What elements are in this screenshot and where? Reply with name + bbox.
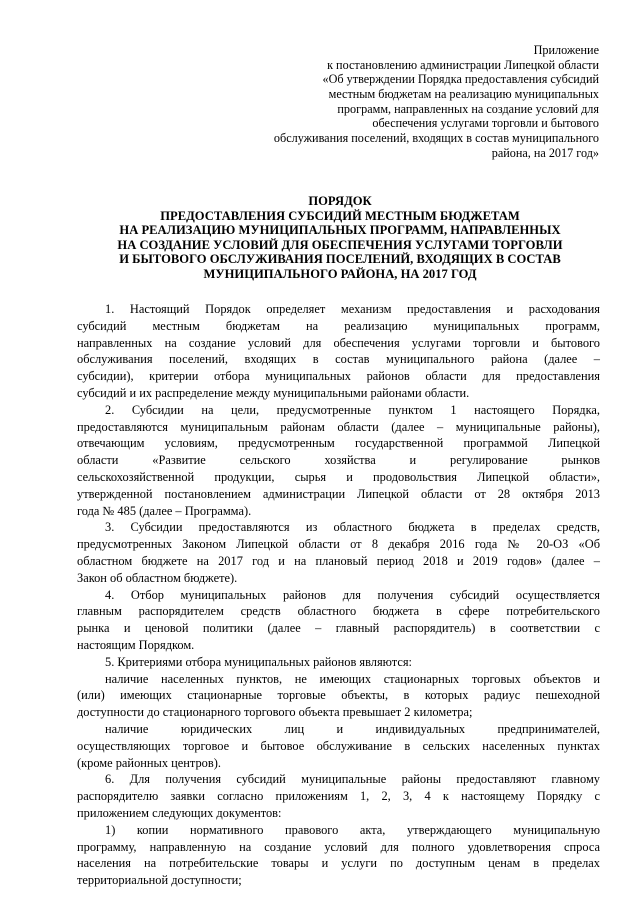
body-line: наличие населенных пунктов, не имеющих стационарных торговых объектов и bbox=[105, 671, 600, 686]
body-line: 4. Отбор муниципальных районов для получения субсидий осуществляется bbox=[105, 587, 600, 602]
body-line: субсидий местным бюджетам на реализацию муниципальных программ, bbox=[77, 318, 600, 333]
title-line: МУНИЦИПАЛЬНОГО РАЙОНА, НА 2017 ГОД bbox=[203, 266, 477, 281]
body-line: программу, направленную на создание условий для полного удовлетворения спроса bbox=[77, 839, 600, 854]
document-body bbox=[77, 301, 600, 889]
body-line: субсидий и их распределение между муниципальными районами области. bbox=[77, 385, 470, 400]
body-line: 6. Для получения субсидий муниципальные районы предоставляют главному bbox=[105, 772, 600, 787]
body-line: (или) имеющих стационарные торговые объекты, в которых радиус пешеходной bbox=[77, 688, 600, 703]
body-line: областном бюджете на 2017 год и на плановый период 2018 и 2019 годов» (далее – bbox=[77, 553, 600, 568]
body-line: доступности до стационарного торгового объекта превышает 2 километра; bbox=[77, 705, 473, 720]
body-line: 3. Субсидии предоставляются из областного бюджета в пределах средств, bbox=[105, 520, 600, 535]
title-line: ПОРЯДОК bbox=[308, 194, 372, 208]
body-line: 1. Настоящий Порядок определяет механизм предоставления и расходования bbox=[105, 302, 600, 316]
appendix-line: обслуживания поселений, входящих в состав муниципального bbox=[273, 130, 599, 145]
appendix-line: Приложение bbox=[533, 43, 599, 57]
appendix-line: района, на 2017 год» bbox=[491, 145, 599, 160]
body-line: предусмотренных Законом Липецкой области от 8 декабря 2016 года № 20-ОЗ «Об bbox=[77, 537, 600, 552]
body-line: наличие юридических лиц и индивидуальных предпринимателей, bbox=[105, 721, 600, 736]
body-line: (кроме районных центров). bbox=[77, 755, 221, 770]
body-line: распорядителю заявки согласно приложениям 1, 2, 3, 4 к настоящему Порядку с bbox=[77, 789, 600, 804]
body-line: 2. Субсидии на цели, предусмотренные пунктом 1 настоящего Порядка, bbox=[105, 402, 600, 417]
appendix-header bbox=[200, 43, 599, 160]
body-line: 5. Критериями отбора муниципальных районов являются: bbox=[105, 654, 412, 669]
body-line: приложением следующих документов: bbox=[77, 805, 282, 820]
body-line: обслуживания поселений, входящих в состав муниципального района (далее – bbox=[77, 352, 600, 367]
body-line: 1) копии нормативного правового акта, утверждающего муниципальную bbox=[105, 822, 600, 837]
document-title bbox=[40, 194, 640, 281]
appendix-line: программ, направленных на создание условий для bbox=[337, 101, 599, 116]
body-line: направленных на создание условий для обеспечения услугами торговли и бытового bbox=[77, 335, 600, 350]
appendix-line: к постановлению администрации Липецкой области bbox=[327, 57, 599, 72]
title-line: И БЫТОВОГО ОБСЛУЖИВАНИЯ ПОСЕЛЕНИЙ, ВХОДЯЩИХ В СОСТАВ bbox=[119, 252, 561, 267]
appendix-line: «Об утверждении Порядка предоставления субсидий bbox=[322, 72, 599, 87]
body-line: главным распорядителем средств областного бюджета в сфере потребительского bbox=[77, 604, 600, 619]
body-line: утвержденной постановлением администрации Липецкой области от 28 октября 2013 bbox=[77, 486, 600, 501]
title-line: ПРЕДОСТАВЛЕНИЯ СУБСИДИЙ МЕСТНЫМ БЮДЖЕТАМ bbox=[160, 208, 520, 223]
appendix-line: обеспечения услугами торговли и бытового bbox=[372, 116, 599, 131]
body-line: настоящим Порядком. bbox=[77, 637, 195, 652]
title-line: НА РЕАЛИЗАЦИЮ МУНИЦИПАЛЬНЫХ ПРОГРАММ, НАПРАВЛЕННЫХ bbox=[119, 223, 561, 238]
body-line: предоставляются муниципальным районам области (далее – муниципальные районы), bbox=[77, 419, 600, 434]
body-line: осуществляющих торговое и бытовое обслуживание в сельских населенных пунктах bbox=[77, 738, 600, 753]
appendix-line: местным бюджетам на реализацию муниципальных bbox=[328, 86, 599, 101]
body-line: субсидии), критерии отбора муниципальных районов области для предоставления bbox=[77, 369, 600, 384]
body-line: отвечающим условиям, предусмотренным государственной программой Липецкой bbox=[77, 436, 600, 451]
body-line: года № 485 (далее – Программа). bbox=[77, 503, 252, 518]
body-line: населения на потребительские товары и услуги по доступным ценам в пределах bbox=[77, 856, 600, 871]
body-line: области «Развитие сельского хозяйства и регулирование рынков bbox=[77, 453, 600, 468]
title-line: НА СОЗДАНИЕ УСЛОВИЙ ДЛЯ ОБЕСПЕЧЕНИЯ УСЛУГАМИ ТОРГОВЛИ bbox=[117, 237, 563, 252]
body-line: рынка и ценовой политики (далее – главный распорядитель) в соответствии с bbox=[77, 621, 600, 636]
body-line: Закон об областном бюджете). bbox=[77, 570, 238, 585]
body-line: сельскохозяйственной продукции, сырья и продовольствия Липецкой области», bbox=[77, 469, 600, 484]
body-line: территориальной доступности; bbox=[77, 873, 242, 888]
